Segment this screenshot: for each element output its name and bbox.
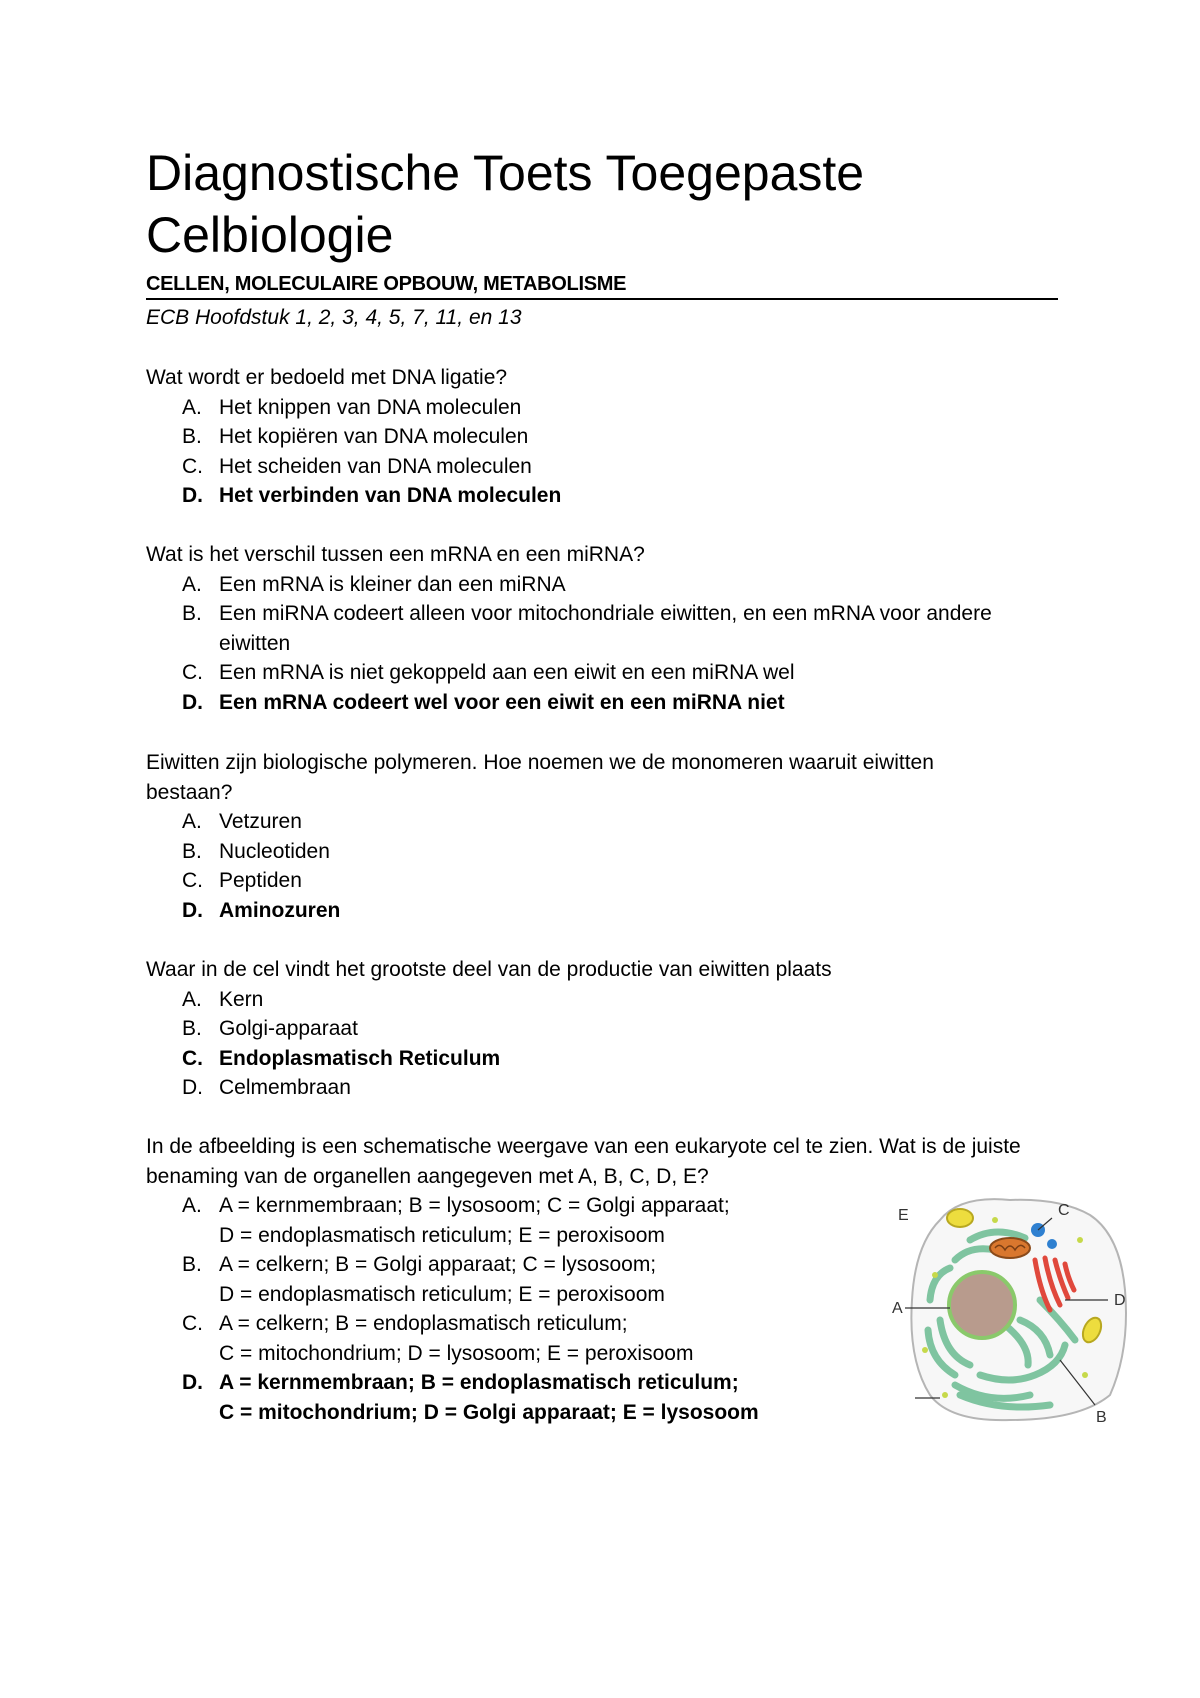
options-list [146, 393, 1026, 511]
question-stem: Wat wordt er bedoeld met DNA ligatie? [146, 366, 508, 389]
option-line-2: D = endoplasmatisch reticulum; E = peroxisoom [219, 1282, 665, 1306]
option-letter: D. [182, 484, 203, 507]
cell-diagram [892, 1180, 1140, 1430]
option-d [146, 1073, 1026, 1103]
question-1 [146, 363, 1026, 511]
option-text: Golgi-apparaat [219, 1017, 358, 1040]
option-text: Celmembraan [219, 1076, 351, 1099]
question-2 [146, 540, 1039, 717]
option-letter: C. [182, 454, 203, 478]
label-b: B [1096, 1409, 1107, 1426]
option-text: Een mRNA codeert wel voor een eiwit en een miRNA niet [219, 690, 785, 714]
option-text: Nucleotiden [219, 839, 330, 863]
option-a [146, 570, 1039, 600]
label-e: E [898, 1207, 909, 1224]
option-letter: B. [182, 839, 202, 863]
option-letter: C. [182, 1046, 203, 1070]
question-stem: Waar in de cel vindt het grootste deel van de productie van eiwitten plaats [146, 958, 832, 981]
option-letter: C. [182, 661, 203, 684]
option-d [146, 688, 1039, 718]
option-line-2: D = endoplasmatisch reticulum; E = peroxisoom [219, 1223, 665, 1247]
option-d [146, 896, 1026, 926]
option-letter: B. [182, 425, 202, 448]
option-letter: A. [182, 572, 202, 596]
label-d: D [1114, 1292, 1126, 1309]
option-text: Kern [219, 987, 264, 1011]
option-b [146, 1250, 799, 1309]
option-c [146, 866, 1026, 896]
subtitle: CELLEN, MOLECULAIRE OPBOUW, METABOLISME [146, 271, 1058, 300]
options-list [146, 570, 1039, 718]
option-a [146, 807, 1026, 837]
option-text: Het scheiden van DNA moleculen [219, 454, 532, 478]
option-c [146, 1309, 799, 1368]
page-title: Diagnostische Toets Toegepaste Celbiologie [146, 145, 865, 263]
question-stem: Wat is het verschil tussen een mRNA en een miRNA? [146, 543, 645, 566]
option-letter: C. [182, 1312, 203, 1335]
option-letter: C. [182, 869, 203, 892]
option-letter: D. [182, 898, 203, 922]
option-letter: D. [182, 690, 203, 714]
question-5 [146, 1132, 1026, 1427]
peroxisome [947, 1209, 973, 1227]
option-text: Het verbinden van DNA moleculen [219, 484, 562, 507]
option-text: Een mRNA is kleiner dan een miRNA [219, 572, 566, 596]
option-letter: D. [182, 1076, 203, 1099]
option-line-1: A = kernmembraan; B = endoplasmatisch reticulum; [219, 1371, 739, 1394]
option-text: Aminozuren [219, 898, 341, 922]
question-stem: Eiwitten zijn biologische polymeren. Hoe noemen we de monomeren waaruit eiwitten bestaan? [146, 751, 934, 804]
option-line-1: A = celkern; B = endoplasmatisch reticulum; [219, 1312, 628, 1335]
option-text: Peptiden [219, 869, 302, 892]
option-c [146, 658, 1039, 688]
option-d [146, 1368, 799, 1427]
option-line-2: C = mitochondrium; D = Golgi apparaat; E = lysosoom [219, 1400, 759, 1424]
option-letter: A. [182, 1194, 202, 1217]
options-list [146, 807, 1026, 925]
question-stem: In de afbeelding is een schematische weergave van een eukaryote cel te zien. Wat is de juiste benaming van de organellen aangegeven met A, B, C, D, E? [146, 1135, 1021, 1188]
option-line-2: C = mitochondrium; D = lysosoom; E = peroxisoom [219, 1341, 694, 1365]
option-line-1: A = celkern; B = Golgi apparaat; C = lysosoom; [219, 1253, 657, 1276]
nucleus [949, 1272, 1015, 1338]
option-b [146, 422, 1026, 452]
chapter-reference: ECB Hoofdstuk 1, 2, 3, 4, 5, 7, 11, en 13 [146, 306, 522, 329]
option-letter: B. [182, 602, 202, 625]
options-list [146, 985, 1026, 1103]
option-d [146, 481, 1026, 511]
option-b [146, 1014, 1026, 1044]
lysosome [1047, 1239, 1057, 1249]
option-letter: B. [182, 1253, 202, 1276]
option-text: Een mRNA is niet gekoppeld aan een eiwit en een miRNA wel [219, 661, 795, 684]
question-4 [146, 955, 1026, 1103]
label-c: C [1058, 1202, 1070, 1219]
option-a [146, 393, 1026, 423]
option-letter: D. [182, 1371, 203, 1394]
option-a [146, 985, 1026, 1015]
option-text: Het knippen van DNA moleculen [219, 395, 522, 419]
option-b [146, 599, 1039, 658]
question-3 [146, 748, 1026, 925]
option-text: Endoplasmatisch Reticulum [219, 1046, 501, 1070]
option-letter: A. [182, 987, 202, 1011]
option-text: Een miRNA codeert alleen voor mitochondriale eiwitten, en een mRNA voor andere eiwitten [219, 602, 992, 655]
mitochondrion [990, 1238, 1030, 1258]
option-text: Vetzuren [219, 810, 302, 833]
option-letter: A. [182, 395, 202, 419]
option-text: Het kopiëren van DNA moleculen [219, 425, 529, 448]
option-line-1: A = kernmembraan; B = lysosoom; C = Golgi apparaat; [219, 1194, 730, 1217]
option-c [146, 452, 1026, 482]
option-a [146, 1191, 799, 1250]
label-a: A [892, 1300, 903, 1317]
option-c [146, 1044, 1026, 1074]
option-b [146, 837, 1026, 867]
option-letter: B. [182, 1017, 202, 1040]
option-letter: A. [182, 810, 202, 833]
